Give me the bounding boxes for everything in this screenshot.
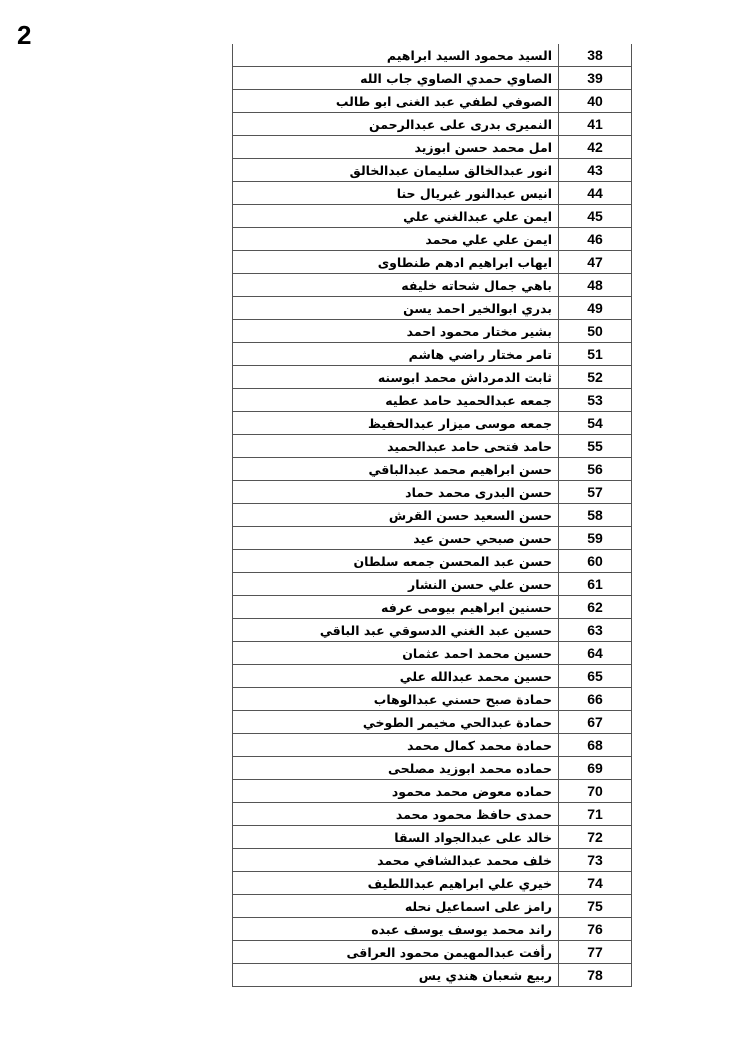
person-name-cell: ايمن علي عبدالغني علي	[233, 205, 559, 228]
table-row	[233, 711, 632, 734]
person-name-cell: انور عبدالخالق سليمان عبدالخالق	[233, 159, 559, 182]
person-name-cell: انيس عبدالنور غبريال حنا	[233, 182, 559, 205]
row-number-cell: 42	[559, 136, 632, 159]
table-row	[233, 136, 632, 159]
person-name-cell: خالد على عبدالجواد السقا	[233, 826, 559, 849]
row-number-cell: 69	[559, 757, 632, 780]
row-number-cell: 60	[559, 550, 632, 573]
page-number: 2	[17, 20, 32, 50]
table-row	[233, 274, 632, 297]
row-number-cell: 72	[559, 826, 632, 849]
person-name-cell: تامر مختار راضي هاشم	[233, 343, 559, 366]
table-row	[233, 964, 632, 987]
row-number-cell: 50	[559, 320, 632, 343]
table-row	[233, 642, 632, 665]
person-name-cell: رامز على اسماعيل نحله	[233, 895, 559, 918]
table-row	[233, 182, 632, 205]
person-name-cell: راند محمد يوسف يوسف عبده	[233, 918, 559, 941]
person-name-cell: امل محمد حسن ابوزيد	[233, 136, 559, 159]
person-name-cell: خلف محمد عبدالشافي محمد	[233, 849, 559, 872]
row-number-cell: 71	[559, 803, 632, 826]
row-number-cell: 56	[559, 458, 632, 481]
table-row	[233, 458, 632, 481]
row-number-cell: 52	[559, 366, 632, 389]
table-row	[233, 780, 632, 803]
row-number-cell: 68	[559, 734, 632, 757]
person-name-cell: رأفت عبدالمهيمن محمود العراقى	[233, 941, 559, 964]
person-name-cell: حماده محمد ابوزيد مصلحى	[233, 757, 559, 780]
person-name-cell: السيد محمود السيد ابراهيم	[233, 44, 559, 67]
table-row	[233, 573, 632, 596]
row-number-cell: 49	[559, 297, 632, 320]
person-name-cell: ايمن علي علي محمد	[233, 228, 559, 251]
person-name-cell: بدري ابوالخير احمد يسن	[233, 297, 559, 320]
table-row	[233, 44, 632, 67]
row-number-cell: 73	[559, 849, 632, 872]
table-row	[233, 757, 632, 780]
person-name-cell: حسين عبد الغني الدسوقي عبد الباقي	[233, 619, 559, 642]
person-name-cell: حمادة محمد كمال محمد	[233, 734, 559, 757]
row-number-cell: 51	[559, 343, 632, 366]
table-row	[233, 803, 632, 826]
table-row	[233, 113, 632, 136]
row-number-cell: 55	[559, 435, 632, 458]
row-number-cell: 62	[559, 596, 632, 619]
table-row	[233, 941, 632, 964]
table-row	[233, 688, 632, 711]
table-row	[233, 481, 632, 504]
person-name-cell: النميرى بدرى على عبدالرحمن	[233, 113, 559, 136]
person-name-cell: ايهاب ابراهيم ادهم طنطاوى	[233, 251, 559, 274]
table-row	[233, 596, 632, 619]
table-row	[233, 918, 632, 941]
person-name-cell: جمعه عبدالحميد حامد عطيه	[233, 389, 559, 412]
row-number-cell: 75	[559, 895, 632, 918]
names-table	[232, 44, 632, 987]
row-number-cell: 48	[559, 274, 632, 297]
table-row	[233, 228, 632, 251]
row-number-cell: 66	[559, 688, 632, 711]
person-name-cell: بشير مختار محمود احمد	[233, 320, 559, 343]
row-number-cell: 74	[559, 872, 632, 895]
table-row	[233, 159, 632, 182]
table-row	[233, 297, 632, 320]
person-name-cell: ربيع شعبان هندي يس	[233, 964, 559, 987]
person-name-cell: باهي جمال شحاته خليفه	[233, 274, 559, 297]
person-name-cell: خيري علي ابراهيم عبداللطيف	[233, 872, 559, 895]
table-row	[233, 504, 632, 527]
person-name-cell: حماده معوض محمد محمود	[233, 780, 559, 803]
table-row	[233, 251, 632, 274]
table-row	[233, 205, 632, 228]
names-table-body	[233, 44, 632, 987]
person-name-cell: حسنين ابراهيم بيومى عرفه	[233, 596, 559, 619]
table-row	[233, 619, 632, 642]
person-name-cell: حمادة عبدالحي مخيمر الطوخي	[233, 711, 559, 734]
row-number-cell: 45	[559, 205, 632, 228]
table-row	[233, 734, 632, 757]
table-row	[233, 849, 632, 872]
table-row	[233, 895, 632, 918]
row-number-cell: 63	[559, 619, 632, 642]
person-name-cell: حسين محمد عبدالله علي	[233, 665, 559, 688]
table-row	[233, 872, 632, 895]
table-row	[233, 389, 632, 412]
person-name-cell: جمعه موسى ميزار عبدالحفيظ	[233, 412, 559, 435]
person-name-cell: حمدى حافظ محمود محمد	[233, 803, 559, 826]
table-row	[233, 665, 632, 688]
row-number-cell: 46	[559, 228, 632, 251]
person-name-cell: حسن علي حسن النشار	[233, 573, 559, 596]
row-number-cell: 53	[559, 389, 632, 412]
row-number-cell: 40	[559, 90, 632, 113]
row-number-cell: 57	[559, 481, 632, 504]
person-name-cell: حسن عبد المحسن جمعه سلطان	[233, 550, 559, 573]
person-name-cell: حسين محمد احمد عثمان	[233, 642, 559, 665]
table-row	[233, 343, 632, 366]
row-number-cell: 41	[559, 113, 632, 136]
row-number-cell: 77	[559, 941, 632, 964]
row-number-cell: 76	[559, 918, 632, 941]
table-row	[233, 527, 632, 550]
row-number-cell: 38	[559, 44, 632, 67]
person-name-cell: حامد فتحى حامد عبدالحميد	[233, 435, 559, 458]
table-row	[233, 67, 632, 90]
table-row	[233, 826, 632, 849]
row-number-cell: 78	[559, 964, 632, 987]
table-row	[233, 550, 632, 573]
row-number-cell: 39	[559, 67, 632, 90]
table-row	[233, 366, 632, 389]
person-name-cell: ثابت الدمرداش محمد ابوسنه	[233, 366, 559, 389]
row-number-cell: 59	[559, 527, 632, 550]
person-name-cell: حسن ابراهيم محمد عبدالباقي	[233, 458, 559, 481]
person-name-cell: حسن السعيد حسن القرش	[233, 504, 559, 527]
person-name-cell: الصوفي لطفي عبد الغنى ابو طالب	[233, 90, 559, 113]
person-name-cell: حمادة صبح حسني عبدالوهاب	[233, 688, 559, 711]
row-number-cell: 64	[559, 642, 632, 665]
row-number-cell: 43	[559, 159, 632, 182]
person-name-cell: الصاوي حمدي الصاوي جاب الله	[233, 67, 559, 90]
table-row	[233, 435, 632, 458]
row-number-cell: 47	[559, 251, 632, 274]
table-row	[233, 412, 632, 435]
person-name-cell: حسن البدرى محمد حماد	[233, 481, 559, 504]
row-number-cell: 65	[559, 665, 632, 688]
row-number-cell: 67	[559, 711, 632, 734]
row-number-cell: 44	[559, 182, 632, 205]
row-number-cell: 54	[559, 412, 632, 435]
row-number-cell: 58	[559, 504, 632, 527]
table-row	[233, 320, 632, 343]
person-name-cell: حسن صبحي حسن عيد	[233, 527, 559, 550]
row-number-cell: 61	[559, 573, 632, 596]
row-number-cell: 70	[559, 780, 632, 803]
table-row	[233, 90, 632, 113]
